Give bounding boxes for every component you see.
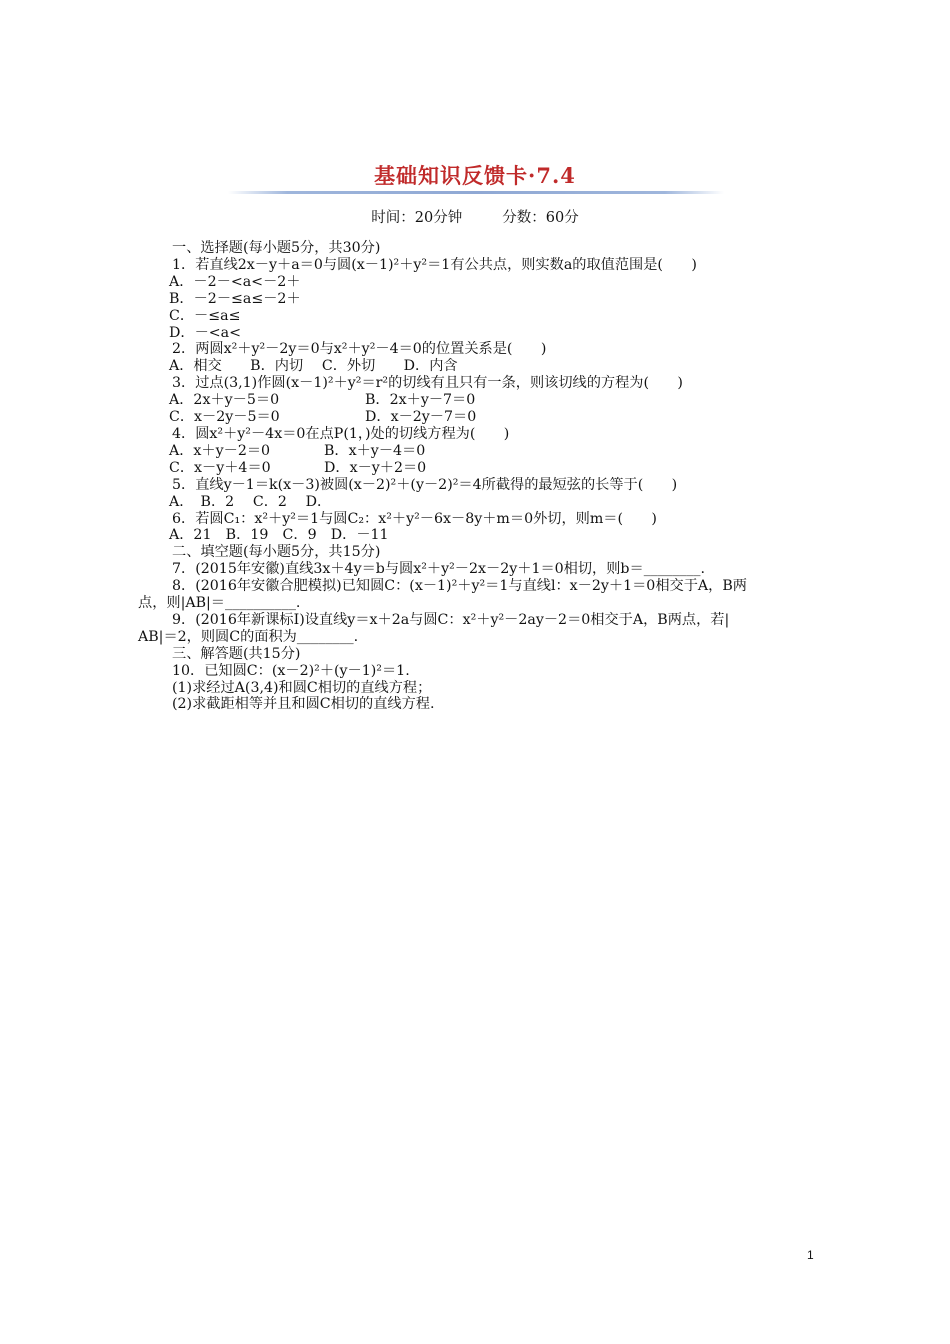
q3-options-ab xyxy=(138,392,818,409)
question-9-cont: AB|＝2，则圆C的面积为________. xyxy=(138,628,359,645)
time-limit: 时间：20分钟 xyxy=(371,210,463,226)
question-9: 9．(2016年新课标Ⅰ)设直线y＝x＋2a与圆C：x²＋y²－2ay－2＝0相交于A，B两点，若| xyxy=(172,611,730,628)
q4-options-cd xyxy=(138,460,818,477)
question-6: 6．若圆C₁：x²＋y²＝1与圆C₂：x²＋y²－6x－8y＋m＝0外切，则m＝( ) xyxy=(172,510,657,527)
q1-option-d: D．－<a< xyxy=(169,324,241,341)
q4-option-c: C．x－y＋4＝0 xyxy=(169,459,271,476)
question-10-part-2: (2)求截距相等并且和圆C相切的直线方程. xyxy=(172,696,435,713)
q4-option-d: D．x－y＋2＝0 xyxy=(324,459,427,476)
section-heading: 一、选择题(每小题5分，共30分) xyxy=(172,240,381,256)
q2-options: A．相交 B．内切 C．外切 D．内含 xyxy=(169,358,458,375)
question-8: 8．(2016年安徽合肥模拟)已知圆C：(x－1)²＋y²＝1与直线l：x－2y＋1＝0相交于A，B两 xyxy=(172,578,747,595)
total-score: 分数：60分 xyxy=(502,210,579,226)
exam-meta xyxy=(0,206,950,227)
q3-options-cd xyxy=(138,409,818,426)
q4-option-a: A．x＋y－2＝0 xyxy=(169,442,271,459)
question-5: 5．直线y－1＝k(x－3)被圆(x－2)²＋(y－2)²＝4所截得的最短弦的长等于( ) xyxy=(172,476,678,493)
question-10: 10．已知圆C：(x－2)²＋(y－1)²＝1. xyxy=(172,662,410,679)
question-8-cont: 点，则|AB|＝__________. xyxy=(138,595,301,612)
question-4: 4．圆x²＋y²－4x＝0在点P(1，)处的切线方程为( ) xyxy=(172,425,510,442)
q5-options: A． B．2 C．2 D． xyxy=(169,493,332,510)
q6-options: A．21 B．19 C．9 D．－11 xyxy=(169,527,389,544)
section-heading: 二、填空题(每小题5分，共15分) xyxy=(172,544,381,561)
question-7: 7．(2015年安徽)直线3x＋4y＝b与圆x²＋y²－2x－2y＋1＝0相切，则b＝________. xyxy=(172,561,705,578)
question-body xyxy=(138,240,818,713)
q1-option-c: C．－≤a≤ xyxy=(169,307,241,324)
q1-option-a: A．－2－<a<－2＋ xyxy=(169,273,301,290)
q4-options-ab xyxy=(138,443,818,460)
question-2: 2．两圆x²＋y²－2y＝0与x²＋y²－4＝0的位置关系是( ) xyxy=(172,341,547,358)
q3-option-a: A．2x＋y－5＝0 xyxy=(169,392,280,409)
page-title: 基础知识反馈卡·7.4 xyxy=(374,163,576,188)
page-number: 1 xyxy=(807,1248,814,1262)
section-heading: 三、解答题(共15分) xyxy=(172,645,301,662)
q4-option-b: B．x＋y－4＝0 xyxy=(324,442,426,459)
q3-option-b: B．2x＋y－7＝0 xyxy=(365,392,476,409)
question-3: 3．过点(3,1)作圆(x－1)²＋y²＝r²的切线有且只有一条，则该切线的方程为( ) xyxy=(172,375,683,392)
title-underline xyxy=(228,191,724,194)
question-1: 1．若直线2x－y＋a＝0与圆(x－1)²＋y²＝1有公共点，则实数a的取值范围是( ) xyxy=(172,256,697,273)
q1-option-b: B．－2－≤a≤－2＋ xyxy=(169,290,301,307)
question-10-part-1: (1)求经过A(3,4)和圆C相切的直线方程； xyxy=(172,679,432,696)
q3-option-c: C．x－2y－5＝0 xyxy=(169,409,280,426)
q3-option-d: D．x－2y－7＝0 xyxy=(365,409,477,426)
